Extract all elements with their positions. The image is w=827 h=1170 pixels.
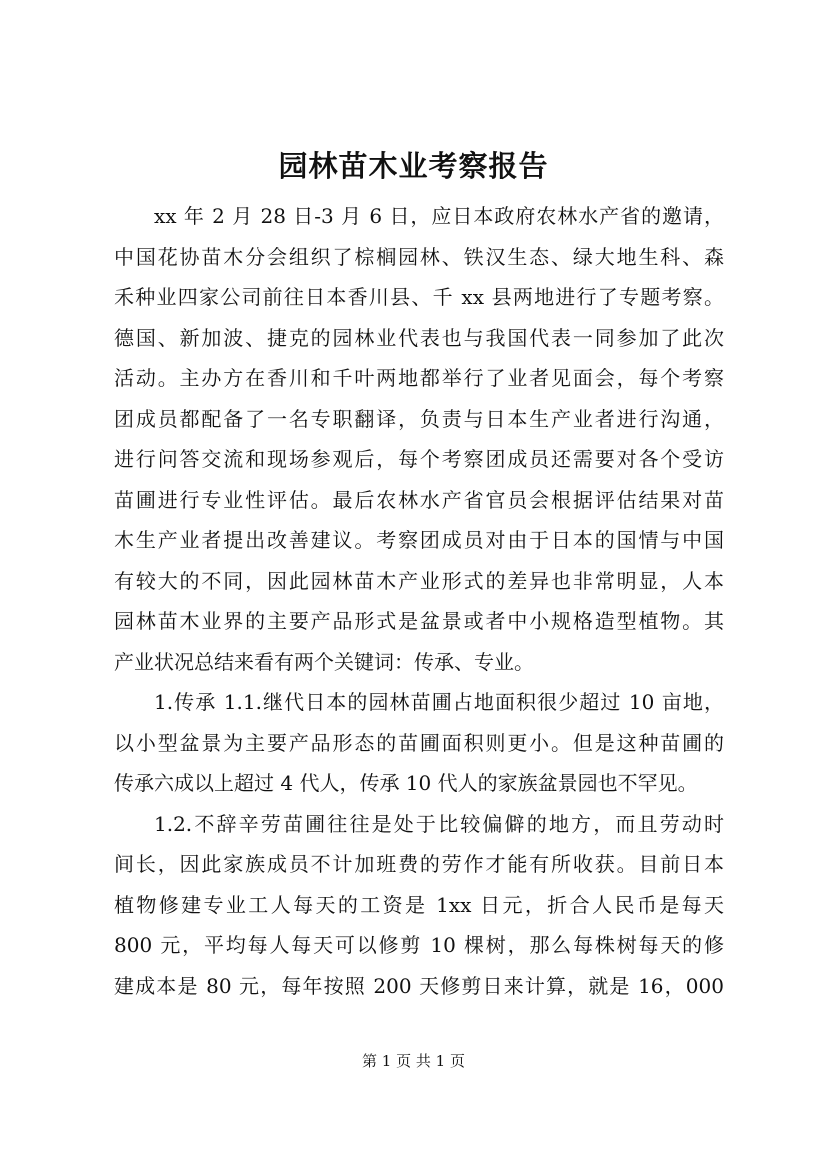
paragraph-line: 800 元，平均每人每天可以修剪 10 棵树，那么每株树每天的修 [114, 933, 724, 957]
paragraph-line: 木生产业者提出改善建议。考察团成员对由于日本的国情与中国 [114, 528, 724, 552]
paragraph-line: 产业状况总结来看有两个关键词：传承、专业。 [114, 649, 534, 674]
document-title: 园林苗木业考察报告 [278, 149, 549, 183]
paragraph-line: 以小型盆景为主要产品形态的苗圃面积则更小。但是这种苗圃的 [114, 730, 724, 755]
paragraph-line: 1.传承 1.1.继代日本的园林苗圃占地面积很少超过 10 亩地， [154, 690, 724, 714]
paragraph-line: 禾种业四家公司前往日本香川县、千 xx 县两地进行了专题考察。 [114, 285, 724, 309]
paragraph-line: 园林苗木业界的主要产品形式是盆景或者中小规格造型植物。其 [114, 609, 724, 633]
paragraph-line: 团成员都配备了一名专职翻译，负责与日本生产业者进行沟通， [114, 406, 724, 431]
paragraph-line: 德国、新加波、捷克的园林业代表也与我国代表一同参加了此次 [114, 325, 724, 350]
paragraph-line: 间长，因此家族成员不计加班费的劳作才能有所收获。目前日本 [114, 852, 724, 876]
paragraph-line: xx 年 2 月 28 日-3 月 6 日，应日本政府农林水产省的邀请， [154, 204, 724, 228]
paragraph-line: 活动。主办方在香川和千叶两地都举行了业者见面会，每个考察 [114, 366, 724, 390]
paragraph-line: 建成本是 80 元，每年按照 200 天修剪日来计算，就是 16，000 [114, 973, 724, 998]
paragraph-line: 中国花协苗木分会组织了棕榈园林、铁汉生态、绿大地生科、森 [114, 244, 724, 269]
paragraph-line: 苗圃进行专业性评估。最后农林水产省官员会根据评估结果对苗 [114, 487, 724, 512]
document-body [114, 196, 724, 1006]
paragraph-line: 进行问答交流和现场参观后，每个考察团成员还需要对各个受访 [114, 447, 724, 471]
paragraph-line: 有较大的不同，因此园林苗木产业形式的差异也非常明显，人本 [114, 568, 724, 593]
paragraph-line: 传承六成以上超过 4 代人，传承 10 代人的家族盆景园也不罕见。 [114, 771, 698, 795]
page-footer: 第 1 页 共 1 页 [362, 1052, 465, 1070]
paragraph-line: 1.2.不辞辛劳苗圃往往是处于比较偏僻的地方，而且劳动时 [154, 811, 724, 836]
paragraph-line: 植物修建专业工人每天的工资是 1xx 日元，折合人民币是每天 [114, 892, 724, 917]
